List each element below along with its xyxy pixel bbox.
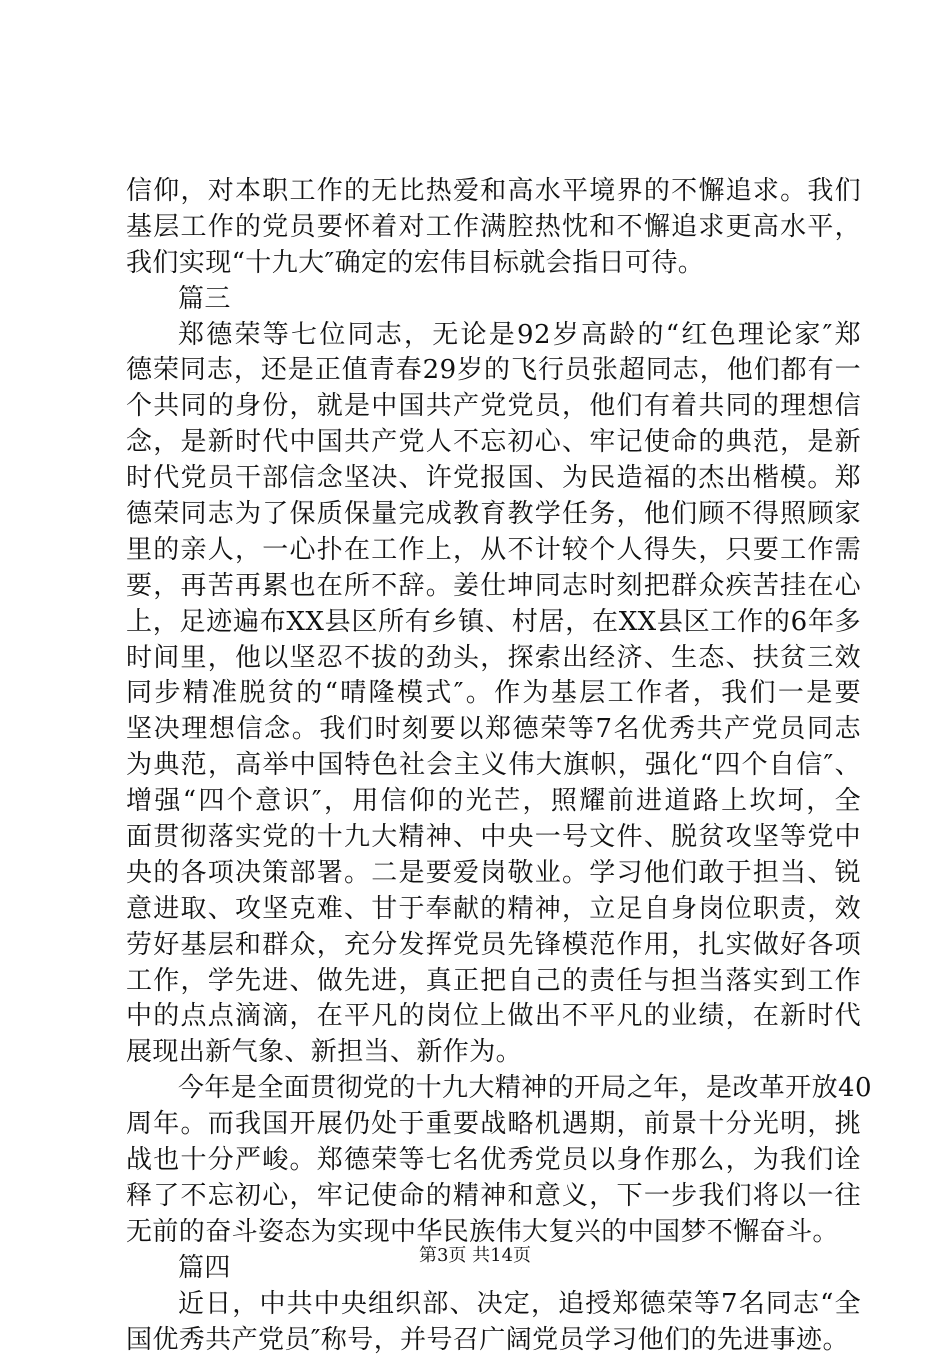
text-line: 个共同的身份，就是中国共产党党员，他们有着共同的理想信 (126, 389, 861, 425)
text-line: 为典范，高举中国特色社会主义伟大旗帜，强化“四个自信″、 (126, 748, 861, 784)
section-heading: 篇四 (126, 1251, 861, 1287)
text-line: 周年。而我国开展仍处于重要战略机遇期，前景十分光明，挑 (126, 1107, 861, 1143)
text-line: 意进取、攻坚克难、甘于奉献的精神，立足自身岗位职责，效 (126, 892, 861, 928)
text-line: 德荣同志，还是正值青春29岁的飞行员张超同志，他们都有一 (126, 353, 861, 389)
text-line: 增强“四个意识″，用信仰的光芒，照耀前进道路上坎坷，全 (126, 784, 861, 820)
text-line: 时间里，他以坚忍不拔的劲头，探索出经济、生态、扶贫三效 (126, 641, 861, 677)
document-body (126, 174, 861, 1358)
text-line: 基层工作的党员要怀着对工作满腔热忱和不懈追求更高水平， (126, 210, 861, 246)
section-heading: 篇三 (126, 282, 861, 318)
text-line: 展现出新气象、新担当、新作为。 (126, 1035, 861, 1071)
text-line: 无前的奋斗姿态为实现中华民族伟大复兴的中国梦不懈奋斗。 (126, 1215, 861, 1251)
text-line: 要，再苦再累也在所不辞。姜仕坤同志时刻把群众疾苦挂在心 (126, 569, 861, 605)
text-line: 上，足迹遍布XX县区所有乡镇、村居，在XX县区工作的6年多 (126, 605, 861, 641)
text-line: 中的点点滴滴，在平凡的岗位上做出不平凡的业绩，在新时代 (126, 999, 861, 1035)
text-line: 近日，中共中央组织部、决定，追授郑德荣等7名同志“全 (126, 1287, 861, 1323)
page-footer: 第3页 共14页 (0, 1245, 950, 1267)
text-line: 今年是全面贯彻党的十九大精神的开局之年，是改革开放40 (126, 1071, 861, 1107)
text-line: 德荣同志为了保质保量完成教育教学任务，他们顾不得照顾家 (126, 497, 861, 533)
text-line: 郑德荣等七位同志，无论是92岁高龄的“红色理论家″郑 (126, 318, 861, 354)
text-line: 信仰，对本职工作的无比热爱和高水平境界的不懈追求。我们 (126, 174, 861, 210)
text-line: 同步精准脱贫的“晴隆模式″。作为基层工作者，我们一是要 (126, 676, 861, 712)
text-line: 时代党员干部信念坚决、许党报国、为民造福的杰出楷模。郑 (126, 461, 861, 497)
text-line: 工作，学先进、做先进，真正把自己的责任与担当落实到工作 (126, 964, 861, 1000)
text-line: 劳好基层和群众，充分发挥党员先锋模范作用，扎实做好各项 (126, 928, 861, 964)
text-line: 央的各项决策部署。二是要爱岗敬业。学习他们敢于担当、锐 (126, 856, 861, 892)
text-line: 念，是新时代中国共产党人不忘初心、牢记使命的典范，是新 (126, 425, 861, 461)
text-line: 面贯彻落实党的十九大精神、中央一号文件、脱贫攻坚等党中 (126, 820, 861, 856)
text-line: 战也十分严峻。郑德荣等七名优秀党员以身作那么，为我们诠 (126, 1143, 861, 1179)
text-line: 国优秀共产党员″称号，并号召广阔党员学习他们的先进事迹。 (126, 1323, 861, 1358)
text-line: 释了不忘初心，牢记使命的精神和意义，下一步我们将以一往 (126, 1179, 861, 1215)
text-line: 我们实现“十九大″确定的宏伟目标就会指日可待。 (126, 246, 861, 282)
text-line: 坚决理想信念。我们时刻要以郑德荣等7名优秀共产党员同志 (126, 712, 861, 748)
text-line: 里的亲人，一心扑在工作上，从不计较个人得失，只要工作需 (126, 533, 861, 569)
